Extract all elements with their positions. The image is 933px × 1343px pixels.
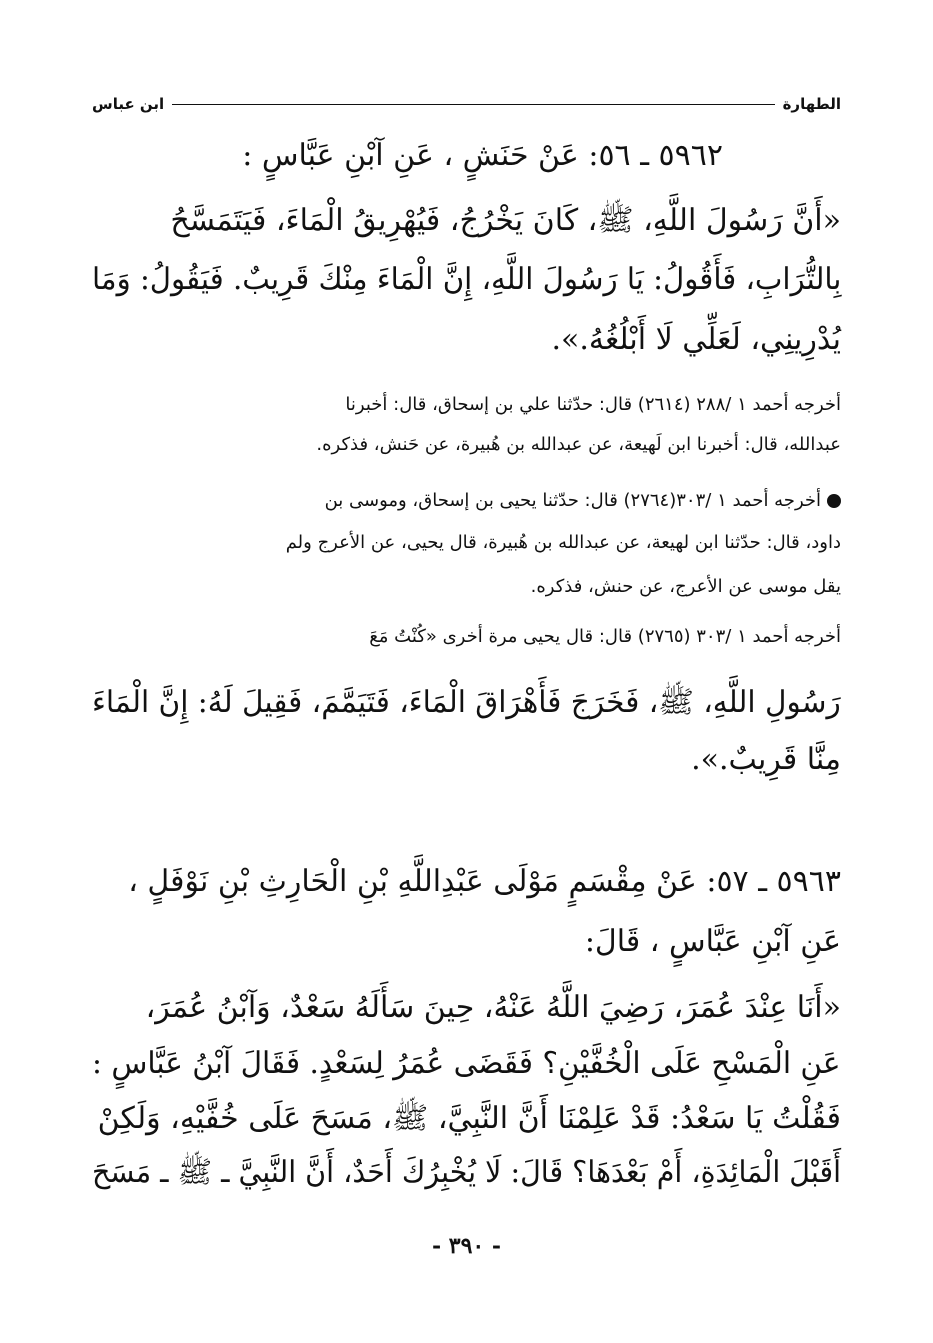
takhrij-line: أخرجه أحمد ١ /٣٠٣ (٢٧٦٥) قال: قال يحيى مرة أخرى «كُنْتُ مَعَ [369,626,841,647]
hadith-text-line: يُدْرِينِي، لَعَلِّي لَا أَبْلُغُهُ.». [551,322,841,357]
hadith-text-line: فَقُلْتُ يَا سَعْدُ: قَدْ عَلِمْنَا أَنَّ النَّبِيَّ، ﷺ، مَسَحَ عَلَى خُفَّيْهِ، وَلَكِنْ [97,1101,841,1136]
header-narrator-name: ابن عباس [92,95,165,113]
page-number: - ٣٩٠ - [431,1233,502,1259]
bullet-icon [827,494,841,508]
hadith-text-line: «أَنَّ رَسُولَ اللَّهِ، ﷺ، كَانَ يَخْرُجُ، فَيُهْرِيقُ الْمَاءَ، فَيَتَمَسَّحُ [170,203,841,238]
takhrij-line: يقل موسى عن الأعرج، عن حنش، فذكره. [530,576,841,597]
hadith-heading: ٥٩٦٢ ـ ٥٦: عَنْ حَنَشٍ ، عَنِ آبْنِ عَبَّاسٍ : [242,138,723,173]
running-header [92,92,841,116]
takhrij-line: عبدالله، قال: أخبرنا ابن لَهيعة، عن عبدالله بن هُبيرة، عن حَنش، فذكره. [316,434,841,455]
hadith-text-line: أَقَبْلَ الْمَائِدَةِ، أَمْ بَعْدَهَا؟ قَالَ: لَا يُخْبِرُكَ أَحَدٌ، أَنَّ النَّبِيَّ ـ ﷺ ـ مَسَحَ [91,1155,841,1190]
takhrij-line: أخرجه أحمد ١ /٢٨٨ (٢٦١٤) قال: حدّثنا علي بن إسحاق، قال: أخبرنا [345,394,841,415]
hadith-heading: عَنِ آبْنِ عَبَّاسٍ ، قَالَ: [584,924,841,959]
hadith-text-line: رَسُولِ اللَّهِ، ﷺ، فَخَرَجَ فَأَهْرَاقَ الْمَاءَ، فَتَيَمَّمَ، فَقِيلَ لَهُ: إِنَّ الْمَاءَ [92,685,841,720]
hadith-text-line: مِنَّا قَرِيبٌ.». [691,742,841,777]
hadith-text-line: بِالتُّرَابِ، فَأَقُولُ: يَا رَسُولَ اللَّهِ، إِنَّ الْمَاءَ مِنْكَ قَرِيبٌ. فَيَقُولُ: وَمَا [91,262,841,297]
takhrij-text: أخرجه أحمد ١ /٣٠٣(٢٧٦٤) قال: حدّثنا يحيى بن إسحاق، وموسى بن [324,490,821,511]
hadith-text-line: عَنِ الْمَسْحِ عَلَى الْخُفَّيْنِ؟ فَقَضَى عُمَرُ لِسَعْدٍ. فَقَالَ آبْنُ عَبَّاسٍ : [92,1046,841,1081]
takhrij-line: داود، قال: حدّثنا ابن لهيعة، عن عبدالله بن هُبيرة، قال يحيى، عن الأعرج ولم [285,532,841,553]
header-rule [172,104,774,105]
header-chapter-title: الطهارة [782,95,841,113]
hadith-heading: ٥٩٦٣ ـ ٥٧: عَنْ مِقْسَمٍ مَوْلَى عَبْدِاللَّهِ بْنِ الْحَارِثِ بْنِ نَوْفَلٍ ، [128,864,841,899]
hadith-text-line: «أَنَا عِنْدَ عُمَرَ، رَضِيَ اللَّهُ عَنْهُ، حِينَ سَأَلَهُ سَعْدٌ، وَآبْنُ عُمَرَ، [145,990,841,1025]
takhrij-line [325,490,841,511]
